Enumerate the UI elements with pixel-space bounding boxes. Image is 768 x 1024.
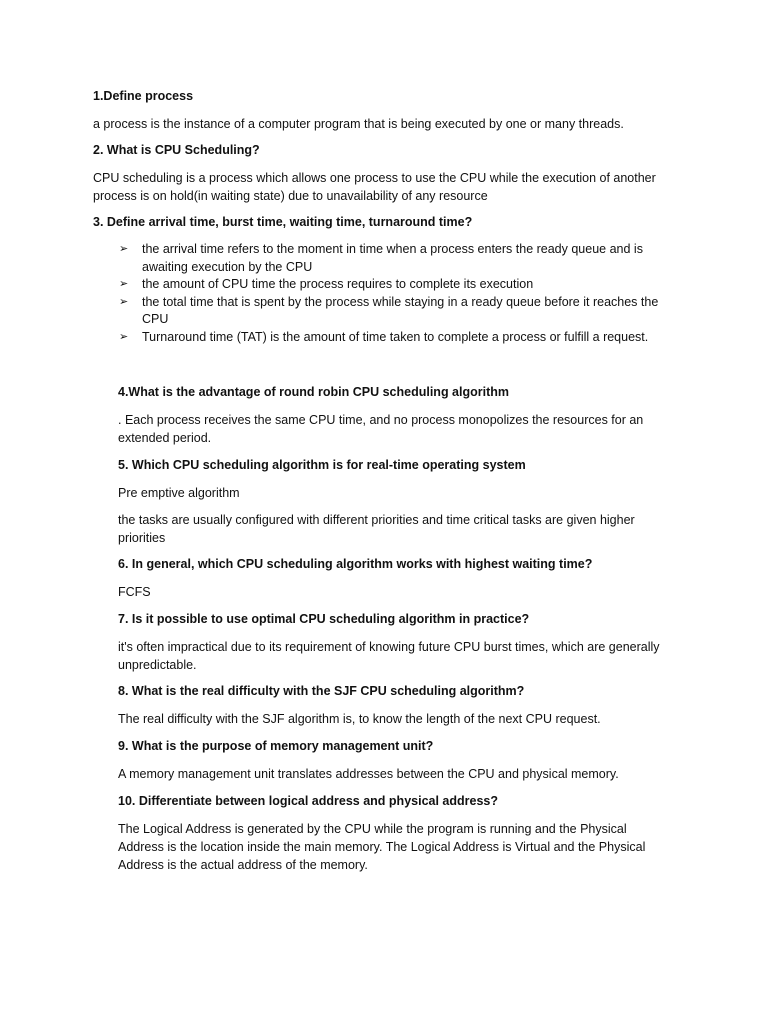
answer-5-line-2: the tasks are usually configured with different priorities and time critical tasks are given higher priorities	[118, 513, 635, 545]
list-item	[118, 329, 678, 347]
arrow-bullet-icon: ➢	[119, 278, 129, 290]
question-5-heading: 5. Which CPU scheduling algorithm is for real-time operating system	[118, 458, 526, 472]
bullet-text: the arrival time refers to the moment in time when a process enters the ready queue and is awaiting execution by the CPU	[142, 242, 643, 274]
answer-5-line-1: Pre emptive algorithm	[118, 486, 240, 500]
answer-7-text: it's often impractical due to its requirement of knowing future CPU burst times, which are generally unpredictable.	[118, 640, 660, 672]
list-item	[118, 241, 678, 276]
bullet-text: the amount of CPU time the process requires to complete its execution	[142, 277, 534, 291]
answer-4-text: . Each process receives the same CPU time, and no process monopolizes the resources for an extended period.	[118, 413, 644, 445]
question-9-heading: 9. What is the purpose of memory management unit?	[118, 739, 434, 753]
question-6-heading: 6. In general, which CPU scheduling algorithm works with highest waiting time?	[118, 557, 593, 571]
question-7-heading: 7. Is it possible to use optimal CPU scheduling algorithm in practice?	[118, 612, 530, 626]
list-item	[118, 276, 678, 294]
arrow-bullet-icon: ➢	[119, 295, 129, 308]
question-10-heading: 10. Differentiate between logical address and physical address?	[118, 794, 498, 808]
question-3-heading: 3. Define arrival time, burst time, waiting time, turnaround time?	[93, 215, 473, 229]
arrow-bullet-icon: ➢	[119, 330, 129, 343]
definition-bullet-list	[118, 241, 678, 346]
question-2-heading: 2. What is CPU Scheduling?	[93, 143, 260, 157]
bullet-text: the total time that is spent by the process while staying in a ready queue before it reaches the CPU	[142, 294, 659, 326]
bullet-text: Turnaround time (TAT) is the amount of time taken to complete a process or fulfill a request.	[142, 329, 649, 344]
answer-8-text: The real difficulty with the SJF algorithm is, to know the length of the next CPU request.	[118, 712, 601, 726]
question-1-heading: 1.Define process	[93, 89, 194, 103]
answer-10-text: The Logical Address is generated by the CPU while the program is running and the Physical Address is the location inside the main memory. The Logical Address is Virtual and the Physical Address is the actual address of the memory.	[118, 822, 646, 872]
answer-6-text: FCFS	[118, 585, 151, 599]
answer-1-text: a process is the instance of a computer program that is being executed by one or many threads.	[93, 117, 624, 131]
answer-2-text: CPU scheduling is a process which allows one process to use the CPU while the execution of another process is on hold(in waiting state) due to unavailability of any resource	[93, 171, 656, 203]
arrow-bullet-icon: ➢	[119, 243, 129, 255]
question-4-heading: 4.What is the advantage of round robin CPU scheduling algorithm	[118, 385, 509, 399]
answer-9-text: A memory management unit translates addresses between the CPU and physical memory.	[118, 767, 619, 781]
question-8-heading: 8. What is the real difficulty with the SJF CPU scheduling algorithm?	[118, 684, 525, 698]
list-item	[118, 294, 678, 329]
